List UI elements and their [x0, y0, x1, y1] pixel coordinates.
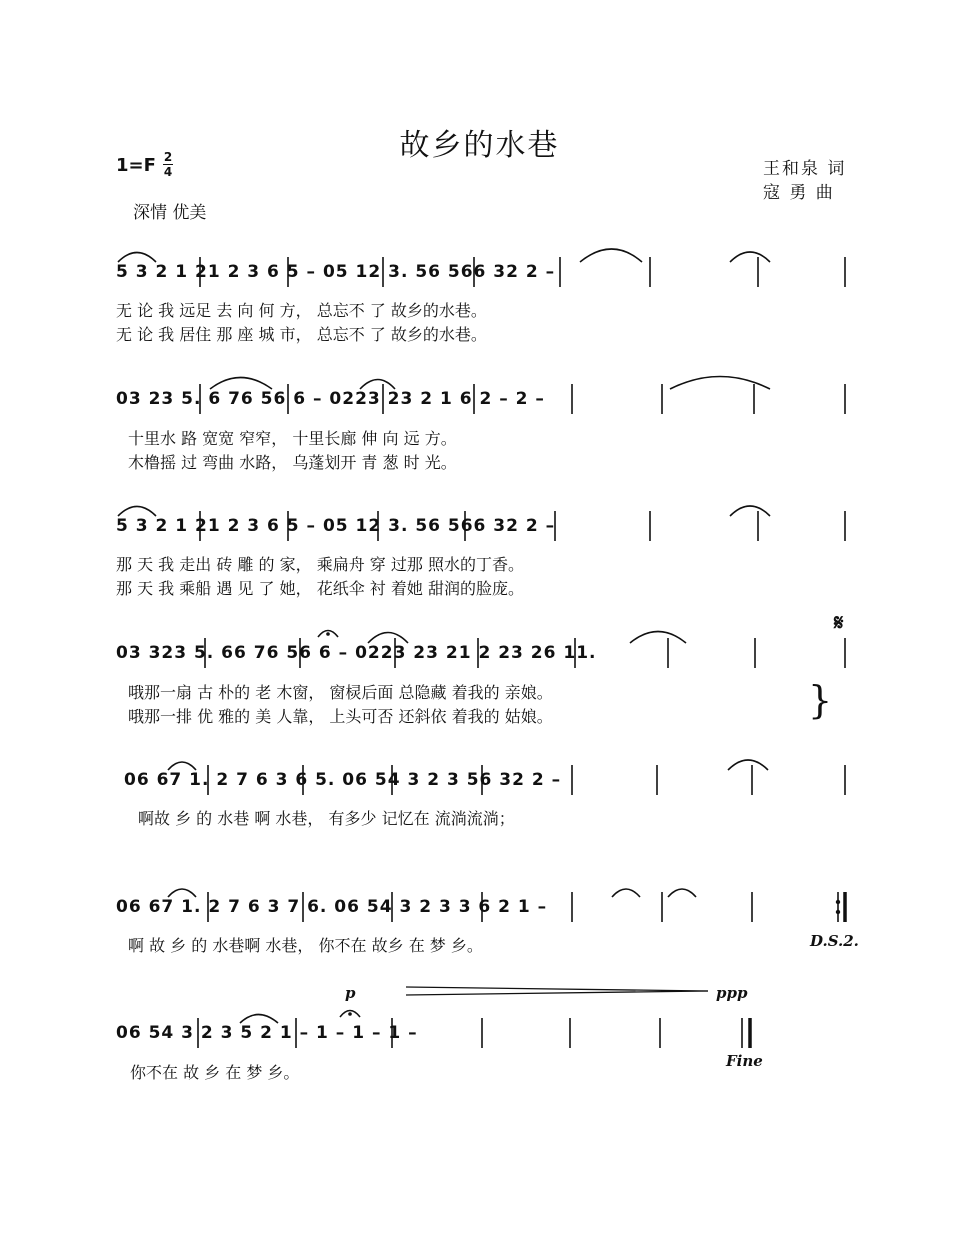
tie-arc [668, 889, 696, 897]
composer-credit: 寇 勇 曲 [763, 183, 835, 203]
system-4-lyric-1: 哦那一扇 古 朴的 老 木窗， 窗棂后面 总隐藏 着我的 亲娘。 [128, 683, 553, 702]
tie-arc [168, 762, 196, 770]
system-2-lyric-2: 木橹摇 过 弯曲 水路， 乌蓬划开 青 葱 时 光。 [128, 453, 457, 472]
lyricist-credit: 王和泉 词 [763, 159, 847, 179]
tie-arc [612, 889, 640, 897]
tie-arc [210, 378, 272, 390]
tie-arc [368, 633, 408, 644]
repeat-dot [836, 910, 840, 914]
system-1-lyric-1: 无 论 我 远足 去 向 何 方， 总忘不 了 故乡的水巷。 [116, 301, 487, 320]
system-3-lyric-1: 那 天 我 走出 砖 雕 的 家， 乘扁舟 穿 过那 照水的丁香。 [116, 555, 524, 574]
tie-arc [360, 380, 395, 390]
tie-arc [118, 507, 156, 517]
system-3-lyric-2: 那 天 我 乘船 遇 见 了 她， 花纸伞 衬 着她 甜润的脸庞。 [116, 579, 524, 598]
system-1-notation: 5 3 2 1 21 2 3 6 5 – 05 12 3. 56 566 32 2 – [116, 262, 556, 282]
song-title: 故乡的水巷 [399, 128, 560, 163]
system-6-notation: 06 67 1. 2 7 6 3 7 6. 06 54 3 2 3 3 6 2 1 – [116, 897, 548, 917]
decrescendo-lower [406, 991, 708, 995]
tie-arc [118, 253, 156, 263]
tie-arc [240, 1015, 278, 1024]
system-2-lyric-1: 十里水 路 宽宽 窄窄， 十里长廊 伸 向 远 方。 [128, 429, 457, 448]
tie-arc [580, 249, 642, 262]
system-2-notation: 03 23 5. 6 76 56 6 – 0223 23 2 1 6 2 – 2 – [116, 389, 545, 409]
system-7-lyric-1: 你不在 故 乡 在 梦 乡。 [130, 1063, 300, 1082]
decrescendo-upper [406, 987, 708, 991]
tie-arc [730, 506, 770, 516]
tie-arc [168, 889, 196, 897]
key-signature: 1=F [116, 155, 156, 176]
system-5-notation: 06 67 1. 2 7 6 3 6 5. 06 54 3 2 3 56 32 2 – [124, 770, 562, 790]
tie-arc [630, 632, 686, 644]
fermata-dot [326, 632, 330, 636]
system-6-lyric-1: 啊 故 乡 的 水巷啊 水巷， 你不在 故乡 在 梦 乡。 [128, 936, 483, 955]
expression-marking: 深情 优美 [133, 203, 207, 223]
time-denominator: 4 [163, 165, 173, 179]
segno-sign: 𝄋 [834, 610, 844, 636]
dynamic-pianississimo: ppp [716, 984, 748, 1002]
tie-arc [728, 760, 768, 770]
fermata-dot [348, 1012, 352, 1016]
system-4-notation: 03 323 5. 66 76 56 6 – 0223 23 21 2 23 26 11. [116, 643, 597, 663]
system-7-notation: 06 54 3 2 3 5 2 1 – 1 – 1 – 1 – [116, 1023, 418, 1043]
repeat-dot [836, 900, 840, 904]
dal-segno-mark: D.S.2. [810, 932, 859, 950]
tie-arc [670, 377, 770, 390]
system-1-lyric-2: 无 论 我 居住 那 座 城 市， 总忘不 了 故乡的水巷。 [116, 325, 487, 344]
time-numerator: 2 [163, 150, 173, 164]
verse-brace: } [808, 678, 833, 722]
system-4-lyric-2: 哦那一排 优 雅的 美 人靠， 上头可否 还斜依 着我的 姑娘。 [128, 707, 553, 726]
dynamic-piano: p [345, 984, 356, 1002]
tie-arc [730, 252, 770, 262]
fine-mark: Fine [726, 1052, 763, 1070]
system-3-notation: 5 3 2 1 21 2 3 6 5 – 05 12 3. 56 566 32 2 – [116, 516, 556, 536]
system-5-lyric-1: 啊故 乡 的 水巷 啊 水巷， 有多少 记忆在 流淌流淌； [138, 809, 515, 828]
